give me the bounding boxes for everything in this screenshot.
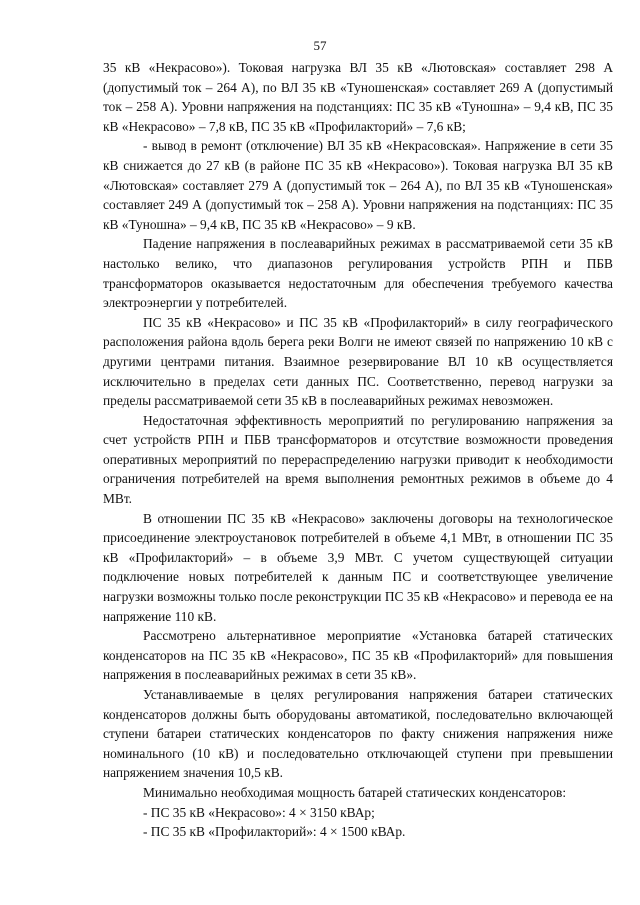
paragraph: Недостаточная эффективность мероприятий по регулированию напряжения за счет устройств РПН и ПБВ трансформаторов и отсутствие возможности проведения оперативных мероприятий по перераспределению нагрузки приводит к необходимости ограничения потребителей на время выполнения ремонтных режимов в объеме до 4 МВт. [103,412,613,507]
paragraph: Падение напряжения в послеаварийных режимах в рассматриваемой сети 35 кВ настолько велико, что диапазонов регулирования устройств РПН и ПБВ трансформаторов оказывается недостаточным для обеспечения требуемого качества электроэнергии у потребителей. [103,236,613,311]
document-body [103,58,613,842]
list-item-outage: - вывод в ремонт (отключение) ВЛ 35 кВ «Некрасовская». Напряжение в сети 35 кВ снижается до 27 кВ (в районе ПС 35 кВ «Некрасово»). Токовая нагрузка ВЛ 35 кВ «Лютовская» составляет 279 А (допустимый ток – 264 А), по ВЛ 35 кВ «Туношенская» составляет 249 А (допустимый ток – 258 А). Уровни напряжения на подстанциях: ПС 35 кВ «Туношна» – 9,4 кВ, ПС 35 кВ «Некрасово» – 9 кВ. [103,138,613,232]
list-item-capacity: - ПС 35 кВ «Профилакторий»: 4 × 1500 кВАр. [143,824,406,840]
paragraph: ПС 35 кВ «Некрасово» и ПС 35 кВ «Профилакторий» в силу географического расположения района вдоль берега реки Волги не имеют связей по напряжению 10 кВ с другими центрами питания. Взаимное резервирование ВЛ 10 кВ осуществляется исключительно в пределах сети данных ПС. Соответственно, перевод нагрузки за пределы рассматриваемой сети 35 кВ в послеаварийных режимах невозможен. [103,314,613,409]
paragraph: Устанавливаемые в целях регулирования напряжения батареи статических конденсаторов должны быть оборудованы автоматикой, последовательно включающей ступени батареи статических конденсаторов по факту снижения напряжения ниже номинального (10 кВ) и последовательно отключающей ступени при превышении напряжением значения 10,5 кВ. [103,687,613,781]
list-item-capacity: - ПС 35 кВ «Некрасово»: 4 × 3150 кВАр; [143,804,375,820]
paragraph-capacity-intro: Минимально необходимая мощность батарей статических конденсаторов: [143,784,567,800]
paragraph: В отношении ПС 35 кВ «Некрасово» заключены договоры на технологическое присоединение электроустановок потребителей в объеме 4,1 МВт, в отношении ПС 35 кВ «Профилакторий» – в объеме 3,9 МВт. С учетом существующей ситуации подключение новых потребителей к данным ПС и соответствующее увеличение нагрузки возможны только после реконструкции ПС 35 кВ «Некрасово» и перевода ее на напряжение 110 кВ. [103,510,613,624]
paragraph-continuation: 35 кВ «Некрасово»). Токовая нагрузка ВЛ 35 кВ «Лютовская» составляет 298 А (допустимый ток – 264 А), по ВЛ 35 кВ «Туношенская» составляет 269 А (допустимый ток – 258 А). Уровни напряжения на подстанциях: ПС 35 кВ «Туношна» – 9,4 кВ, ПС 35 кВ «Некрасово» – 7,8 кВ, ПС 35 кВ «Профилакторий» – 7,6 кВ; [103,60,613,134]
paragraph: Рассмотрено альтернативное мероприятие «Установка батарей статических конденсаторов на ПС 35 кВ «Некрасово», ПС 35 кВ «Профилакторий» для повышения напряжения в послеаварийных режимах в сети 35 кВ». [103,628,613,683]
page-number: 57 [313,38,327,53]
